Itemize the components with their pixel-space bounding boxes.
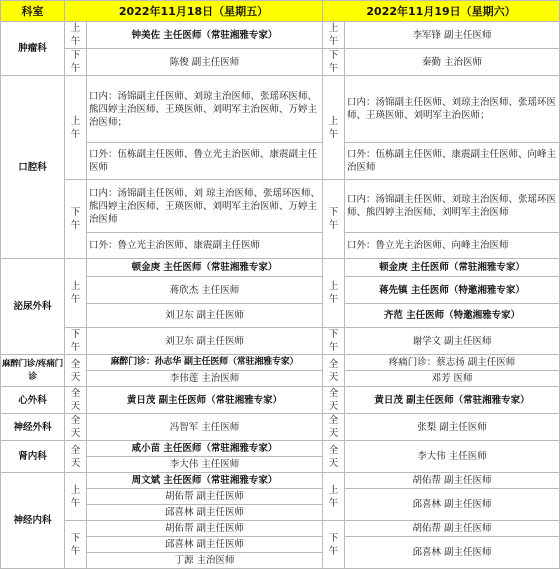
doctor-cell: 口外：伍栋副主任医师、鲁立光主治医师、康震副主任医师 xyxy=(87,143,323,180)
doctor-cell: 口外：鲁立光主治医师、康震副主任医师 xyxy=(87,233,323,259)
doctor-cell: 秦勤 主治医师 xyxy=(345,49,560,76)
doctor-cell: 口内：汤锦副主任医师、刘琼主治医师、张瑶环医师、熊四婷主治医师、刘明军主治医师 xyxy=(345,180,560,233)
doctor-cell: 李军锋 副主任医师 xyxy=(345,22,560,49)
doctor-cell: 胡佑帮 副主任医师 xyxy=(87,489,323,505)
period-all: 全天 xyxy=(323,387,345,414)
doctor-cell: 李伟莲 主治医师 xyxy=(87,371,323,387)
period-am: 上午 xyxy=(65,473,87,521)
dept-miniao: 泌尿外科 xyxy=(1,259,65,355)
period-am: 上午 xyxy=(323,473,345,521)
doctor-cell: 黄日茂 副主任医师（常驻湘雅专家） xyxy=(345,387,560,414)
dept-shennei: 肾内科 xyxy=(1,441,65,473)
doctor-cell: 胡佑帮 副主任医师 xyxy=(345,521,560,537)
doctor-cell: 顿金庚 主任医师（常驻湘雅专家） xyxy=(345,259,560,277)
doctor-cell: 胡佑帮 副主任医师 xyxy=(345,473,560,489)
doctor-cell: 咸小苗 主任医师（常驻湘雅专家） xyxy=(87,441,323,457)
dept-shenjingnei: 神经内科 xyxy=(1,473,65,569)
period-all: 全天 xyxy=(323,355,345,387)
period-all: 全天 xyxy=(323,441,345,473)
doctor-cell: 周文斌 主任医师（常驻湘雅专家） xyxy=(87,473,323,489)
doctor-cell: 李大伟 主任医师 xyxy=(345,441,560,473)
doctor-cell: 邱喜林 副主任医师 xyxy=(345,489,560,521)
period-all: 全天 xyxy=(65,387,87,414)
table-row xyxy=(1,441,560,457)
period-am: 上午 xyxy=(323,259,345,328)
doctor-cell: 胡佑帮 副主任医师 xyxy=(87,521,323,537)
dept-shenjingwai: 神经外科 xyxy=(1,414,65,441)
period-pm: 下午 xyxy=(323,328,345,355)
table-row xyxy=(1,473,560,489)
doctor-cell: 陈俊 副主任医师 xyxy=(87,49,323,76)
doctor-cell: 邱喜林 副主任医师 xyxy=(87,505,323,521)
table-row xyxy=(1,414,560,441)
doctor-cell: 谢学文 副主任医师 xyxy=(345,328,560,355)
period-all: 全天 xyxy=(323,414,345,441)
period-all: 全天 xyxy=(65,414,87,441)
period-pm: 下午 xyxy=(65,521,87,569)
dept-xinwai: 心外科 xyxy=(1,387,65,414)
doctor-cell: 顿金庚 主任医师（常驻湘雅专家） xyxy=(87,259,323,277)
doctor-cell: 冯智军 主任医师 xyxy=(87,414,323,441)
period-am: 上午 xyxy=(323,22,345,49)
table-row xyxy=(1,328,560,355)
table-row xyxy=(1,49,560,76)
period-pm: 下午 xyxy=(65,180,87,259)
period-all: 全天 xyxy=(65,355,87,387)
doctor-cell: 钟美佐 主任医师（常驻湘雅专家） xyxy=(87,22,323,49)
table-row xyxy=(1,180,560,233)
doctor-cell: 蒋欣杰 主任医师 xyxy=(87,277,323,304)
dept-mazui: 麻醉门诊/疼痛门诊 xyxy=(1,355,65,387)
period-am: 上午 xyxy=(65,22,87,49)
header-day1: 2022年11月18日（星期五） xyxy=(65,1,323,22)
period-pm: 下午 xyxy=(65,328,87,355)
table-row xyxy=(1,259,560,277)
doctor-cell: 邓芳 医师 xyxy=(345,371,560,387)
table-row xyxy=(1,521,560,537)
dept-kouqiang: 口腔科 xyxy=(1,76,65,259)
header-day2: 2022年11月19日（星期六） xyxy=(323,1,560,22)
doctor-cell: 口内：汤锦副主任医师、刘琼主治医师、张瑶环医师、熊四婷主治医师、王瑛医师、刘明军主治医师、万婷主治医师； xyxy=(87,76,323,143)
doctor-cell: 邱喜林 副主任医师 xyxy=(87,537,323,553)
table-row xyxy=(1,76,560,143)
period-pm: 下午 xyxy=(323,49,345,76)
period-am: 上午 xyxy=(65,259,87,328)
doctor-cell: 丁源 主治医师 xyxy=(87,553,323,569)
doctor-cell: 齐范 主任医师（特邀湘雅专家） xyxy=(345,304,560,328)
doctor-cell: 李大伟 主任医师 xyxy=(87,457,323,473)
doctor-cell: 蒋先镇 主任医师（特邀湘雅专家） xyxy=(345,277,560,304)
period-am: 上午 xyxy=(65,76,87,180)
doctor-cell: 口内：汤锦副主任医师、刘 琼主治医师、张瑶环医师、熊四婷主治医师、王瑛医师、刘明军主治医师、万婷主治医师 xyxy=(87,180,323,233)
dept-zhongliu: 肿瘤科 xyxy=(1,22,65,76)
doctor-cell: 口内：汤锦副主任医师、刘琼主治医师、张瑶环医师、王瑛医师、刘明军主治医师； xyxy=(345,76,560,143)
period-all: 全天 xyxy=(65,441,87,473)
period-pm: 下午 xyxy=(323,521,345,569)
doctor-cell: 邱喜林 副主任医师 xyxy=(345,537,560,569)
doctor-cell: 张梨 副主任医师 xyxy=(345,414,560,441)
table-row xyxy=(1,22,560,49)
doctor-cell: 刘卫东 副主任医师 xyxy=(87,304,323,328)
doctor-cell: 口外：鲁立光主治医师、向峰主治医师 xyxy=(345,233,560,259)
period-pm: 下午 xyxy=(323,180,345,259)
doctor-cell: 口外：伍栋副主任医师、康震副主任医师、向峰主治医师 xyxy=(345,143,560,180)
period-am: 上午 xyxy=(323,76,345,180)
table-row xyxy=(1,387,560,414)
period-pm: 下午 xyxy=(65,49,87,76)
doctor-cell: 麻醉门诊：孙志华 副主任医师（常驻湘雅专家） xyxy=(87,355,323,371)
header-dept: 科室 xyxy=(1,1,65,22)
doctor-cell: 黄日茂 副主任医师（常驻湘雅专家） xyxy=(87,387,323,414)
header-row xyxy=(1,1,560,22)
doctor-cell: 刘卫东 副主任医师 xyxy=(87,328,323,355)
doctor-cell: 疼痛门诊：蔡志扬 副主任医师 xyxy=(345,355,560,371)
table-row xyxy=(1,355,560,371)
